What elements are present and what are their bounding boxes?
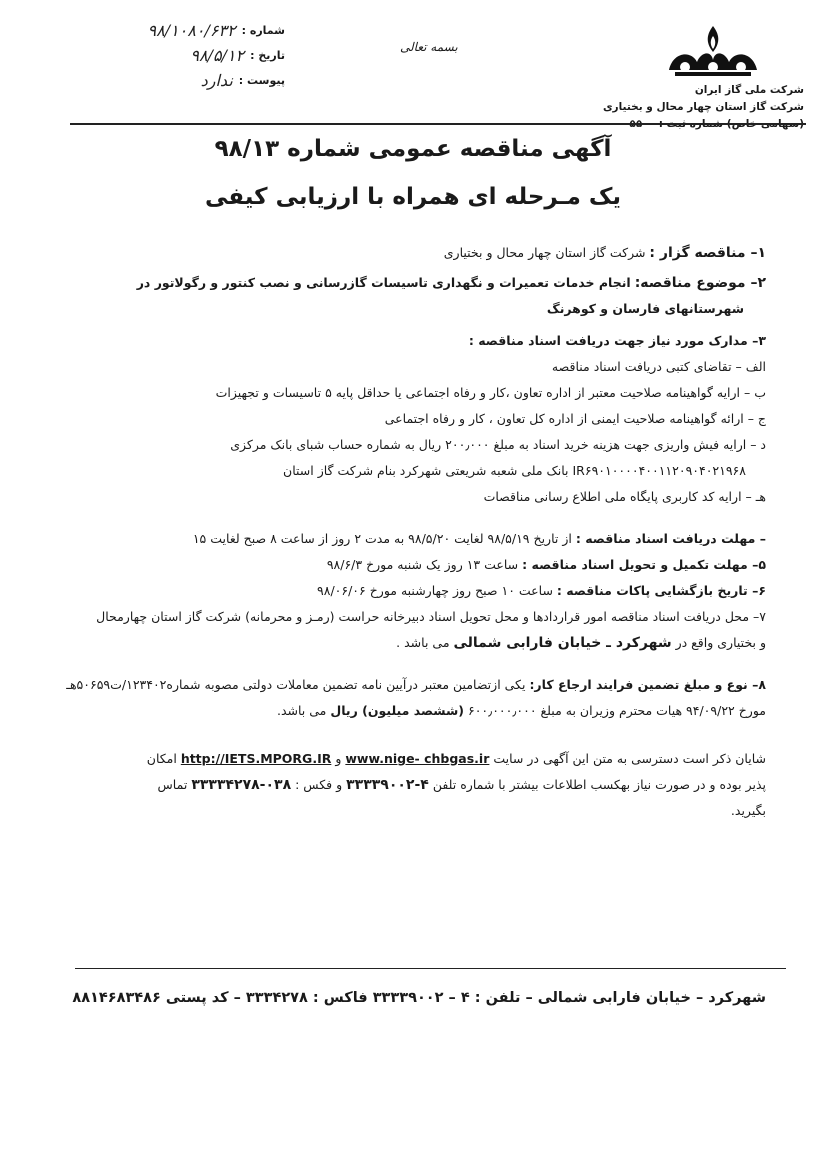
notice-body	[66, 240, 766, 824]
notice-title: آگهی مناقصه عمومی شماره ۹۸/۱۳	[214, 136, 612, 162]
item-2-label: ۲– موضوع مناقصه:	[634, 275, 766, 291]
item-5-label: ۵– مهلت تکمیل و تحویل اسناد مناقصه :	[522, 557, 766, 572]
item-7-text-1: ۷– محل دریافت اسناد مناقصه امور قراردادها و محل تحویل اسناد دبیرخانه حراست (رمـز و محرمانه) شرکت گاز استان چهارمحال	[96, 609, 766, 624]
item-7-text-2a: و بختیاری واقع در	[675, 635, 766, 650]
item-2-text-2: شهرستانهای فارسان و کوهرنگ	[546, 301, 744, 316]
item-1	[78, 240, 766, 266]
notice-line-1	[78, 746, 766, 772]
notice-subtitle: یک مـرحله ای همراه با ارزیابی کیفی	[204, 184, 622, 210]
item-5	[78, 552, 766, 578]
number-label: شماره :	[241, 24, 285, 37]
item-3-heading: ۳– مدارک مورد نیاز جهت دریافت اسناد مناقصه :	[468, 333, 766, 348]
footer-divider	[75, 968, 786, 969]
item-2	[78, 270, 766, 296]
item-8-text-2a: مورخ ۹۴/۰۹/۲۲ هیات محترم وزیران به مبلغ ۶۰۰٫۰۰۰٫۰۰۰	[468, 703, 766, 718]
item-6-label: ۶– تاریخ بازگشایی پاکات مناقصه :	[556, 583, 766, 598]
item-7-line-2	[78, 630, 766, 656]
notice-phone: ۴-۳۳۳۳۹۰۰۲	[346, 777, 429, 793]
number-value: ۹۸/۱۰۸۰/۶۳۲	[147, 21, 236, 40]
notice-line-2	[78, 772, 766, 798]
footer-address: شهرکرد – خیابان فارابی شمالی – تلفن : ۴ – ۳۳۳۳۹۰۰۲ فاکس : ۳۳۳۴۲۷۸ – کد پستی ۸۸۱۴۶۸۳۴۸۶	[72, 990, 766, 1006]
notice-text-3: بگیرید.	[730, 803, 766, 818]
item-6	[78, 578, 766, 604]
notice-text-2c: تماس	[157, 777, 188, 792]
item-3-b: ب – ارایه گواهینامه صلاحیت معتبر از اداره تعاون ،کار و رفاه اجتماعی یا حداقل پایه ۵ تاسیسات و تجهیزات	[215, 385, 766, 400]
item-1-text: شرکت گاز استان چهار محال و بختیاری	[443, 245, 646, 260]
date-value: ۹۸/۵/۱۲	[190, 46, 245, 65]
item-1-label: ۱– مناقصه گزار :	[649, 245, 766, 261]
notice-fax: ۰۳۸-۳۳۳۳۴۲۷۸	[191, 777, 292, 793]
item-4	[78, 526, 766, 552]
item-7-address: شهرکرد ـ خیابان فارابی شمالی	[453, 635, 672, 651]
notice-text-2a: پذیر بوده و در صورت نیاز بهکسب اطلاعات بیشتر با شماره تلفن	[432, 777, 766, 792]
company-registration: (سهامی خاص) شماره ثبت : ۵۵۰۰	[629, 118, 804, 130]
website-link-2[interactable]: http://IETS.MPORG.IR	[180, 751, 332, 766]
company-subsidiary: شرکت گاز استان چهار محال و بختیاری	[602, 101, 804, 113]
notice-text-1a: شایان ذکر است دسترسی به متن این آگهی در سایت	[493, 751, 766, 766]
item-4-label: – مهلت دریافت اسناد مناقصه :	[575, 531, 766, 546]
company-info	[544, 82, 804, 133]
item-7-text-2c: می باشد .	[396, 635, 450, 650]
item-2-text-1: انجام خدمات تعمیرات و نگهداری تاسیسات گازرسانی و نصب کنتور و رگولاتور در	[136, 275, 631, 290]
date-label: تاریخ :	[250, 49, 285, 62]
item-4-text: از تاریخ ۹۸/۵/۱۹ لغایت ۹۸/۵/۲۰ به مدت ۲ روز از ساعت ۸ صبح لغایت ۱۵	[192, 531, 572, 546]
letter-meta	[105, 18, 285, 93]
attachment-label: پیوست :	[238, 74, 285, 87]
basmala: بسمه تعالی	[400, 40, 458, 54]
item-8-text-2c: می باشد.	[276, 703, 327, 718]
website-link-1[interactable]: www.nige- chbgas.ir	[345, 751, 490, 766]
notice-text-2b: و فکس :	[295, 777, 343, 792]
nigc-logo-icon	[661, 22, 766, 80]
item-8-line-2	[78, 698, 766, 724]
item-3-c: ج – ارائه گواهینامه صلاحیت ایمنی از اداره کل تعاون ، کار و رفاه اجتماعی	[384, 411, 766, 426]
header-divider	[70, 123, 806, 125]
notice-and: و	[335, 751, 342, 766]
item-8-label: ۸– نوع و مبلغ تضمین فرایند ارجاع کار:	[529, 677, 766, 692]
item-6-text: ساعت ۱۰ صبح روز چهارشنبه مورخ ۹۸/۰۶/۰۶	[317, 583, 553, 598]
item-3-e: هـ – ارایه کد کاربری پایگاه ملی اطلاع رسانی مناقصات	[483, 489, 766, 504]
item-3-a: الف – تقاضای کتبی دریافت اسناد مناقصه	[551, 359, 766, 374]
item-3-d-1: د – ارایه فیش واریزی جهت هزینه خرید اسناد به مبلغ ۲۰۰٫۰۰۰ ریال به شماره حساب شبای بانک مرکزی	[230, 437, 766, 452]
item-8-text-1: یکی ازتضامین معتبر درآیین نامه تضمین معاملات دولتی مصوبه شماره۱۲۳۴۰۲/ت۵۰۶۵۹هـ	[66, 677, 526, 692]
item-5-text: ساعت ۱۳ روز یک شنبه مورخ ۹۸/۶/۳	[326, 557, 519, 572]
item-3-d-2: IR۶۹۰۱۰۰۰۰۴۰۰۱۱۲۰۹۰۴۰۲۱۹۶۸ بانک ملی شعبه شریعتی شهرکرد بنام شرکت گاز استان	[283, 463, 746, 478]
item-8-line-1	[66, 672, 766, 698]
company-name: شرکت ملی گاز ایران	[694, 84, 804, 96]
notice-text-1b: امکان	[146, 751, 177, 766]
attachment-value: ندارد	[200, 71, 233, 90]
item-8-amount-words: (ششصد میلیون) ریال	[330, 703, 465, 718]
